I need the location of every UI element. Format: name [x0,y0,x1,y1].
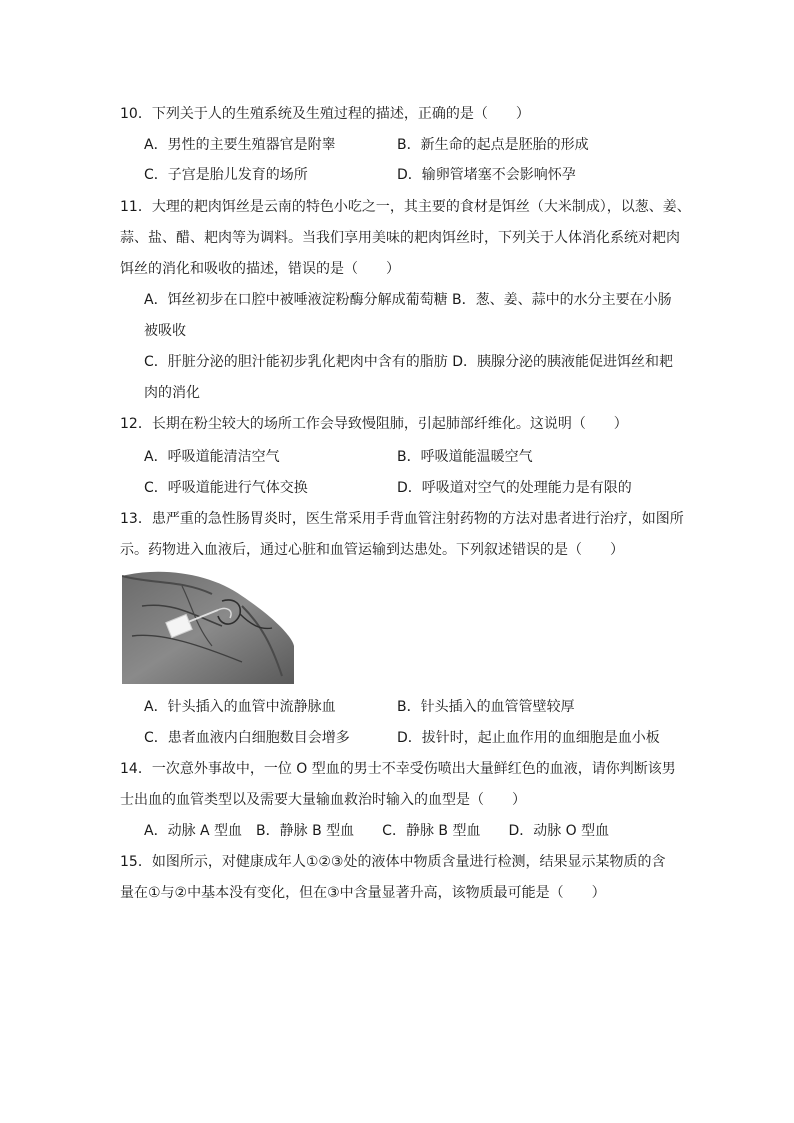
q13-stem-line1: 13．患严重的急性肠胃炎时，医生常采用手背血管注射药物的方法对患者进行治疗，如图所 [120,511,684,527]
q13-option-d: D．拔针时，起止血作用的血细胞是血小板 [397,730,660,746]
q11-stem-line3: 饵丝的消化和吸收的描述，错误的是（ ） [120,261,400,277]
q12-option-b: B．呼吸道能温暖空气 [397,449,533,465]
q13-option-a: A．针头插入的血管中流静脉血 [144,699,336,715]
q15-stem-line1: 15．如图所示，对健康成年人①②③处的液体中物质含量进行检测，结果显示某物质的含 [120,854,666,870]
q11-option-line3: C．肝脏分泌的胆汁能初步乳化耙肉中含有的脂肪 D．胰腺分泌的胰液能促进饵丝和耙 [144,354,674,370]
q11-option-line2: 被吸收 [144,323,186,339]
q11-stem-line2: 蒜、盐、醋、耙肉等为调料。当我们享用美味的耙肉饵丝时，下列关于人体消化系统对耙肉 [120,230,680,246]
q12-option-a: A．呼吸道能清洁空气 [144,449,280,465]
q12-option-c: C．呼吸道能进行气体交换 [144,480,308,496]
q13-option-b: B．针头插入的血管管壁较厚 [397,699,575,715]
q14-stem-line2: 士出血的血管类型以及需要大量输血救治时输入的血型是（ ） [120,792,526,808]
q12-stem: 12．长期在粉尘较大的场所工作会导致慢阻肺，引起肺部纤维化。这说明（ ） [120,416,628,432]
q13-stem-line2: 示。药物进入血液后，通过心脏和血管运输到达患处。下列叙述错误的是（ ） [120,542,624,558]
q13-option-c: C．患者血液内白细胞数目会增多 [144,730,350,746]
q10-stem: 10．下列关于人的生殖系统及生殖过程的描述，正确的是（ ） [120,106,530,122]
q15-stem-line2: 量在①与②中基本没有变化，但在③中含量显著升高，该物质最可能是（ ） [120,885,606,901]
q11-option-line1: A．饵丝初步在口腔中被唾液淀粉酶分解成葡萄糖 B．葱、姜、蒜中的水分主要在小肠 [144,292,672,308]
q14-options: A．动脉 A 型血 B．静脉 B 型血 C．静脉 B 型血 D．动脉 O 型血 [144,823,610,839]
q12-option-d: D．呼吸道对空气的处理能力是有限的 [397,480,632,496]
q10-option-d: D．输卵管堵塞不会影响怀孕 [397,167,576,183]
q10-option-b: B．新生命的起点是胚胎的形成 [397,137,589,153]
q11-option-line4: 肉的消化 [144,385,200,401]
q10-option-c: C．子宫是胎儿发育的场所 [144,167,308,183]
q14-stem-line1: 14．一次意外事故中，一位 O 型血的男士不幸受伤喷出大量鲜红色的血液，请你判断该男 [120,761,676,777]
hand-injection-photo [122,566,294,684]
q10-option-a: A．男性的主要生殖器官是附睾 [144,137,336,153]
q11-stem-line1: 11．大理的耙肉饵丝是云南的特色小吃之一，其主要的食材是饵丝（大米制成），以葱、姜、 [120,199,691,215]
